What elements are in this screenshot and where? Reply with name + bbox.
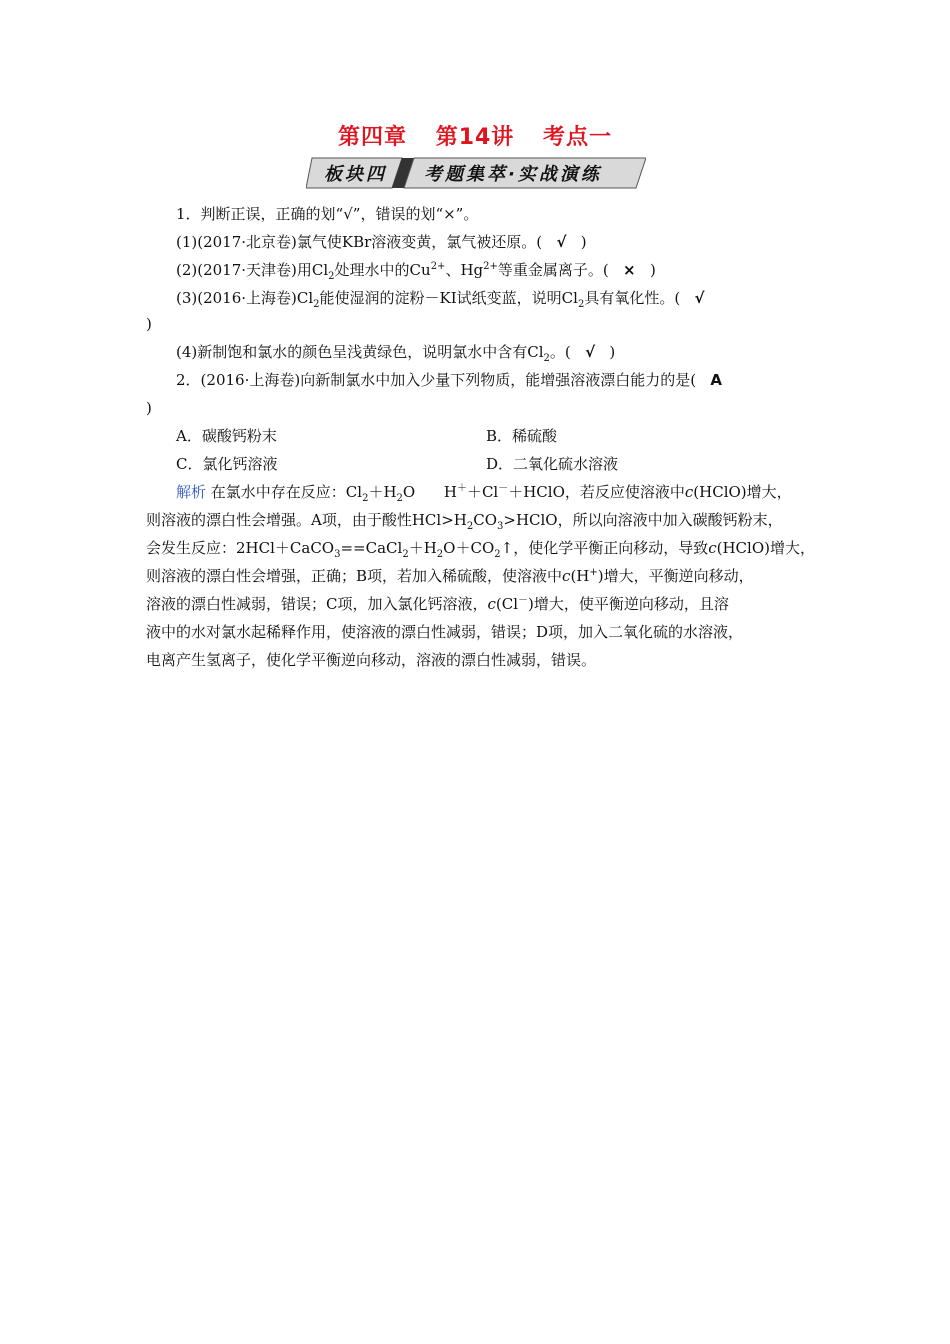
analysis-line-4: 则溶液的漂白性会增强，正确；B项，若加入稀硫酸，使溶液中c(H+)增大，平衡逆向移动， xyxy=(146,567,754,585)
q2-option-c: C．氯化钙溶液 xyxy=(176,455,278,473)
q1-item-1: (1)(2017·北京卷)氯气使KBr溶液变黄，氯气被还原。( √ ) xyxy=(176,233,587,251)
analysis-line-3: 会发生反应：$2HCl+CaCO_3==CaCl_2+H_2O+CO_2↑$，使化学平衡正向移动，导致c(HClO)增大， xyxy=(146,539,815,560)
analysis-line-2: 则溶液的漂白性会增强。A项，由于酸性$HCl>H_2CO_3>HClO$，所以向溶液中加入碳酸钙粉末， xyxy=(146,511,783,532)
lecture-title: 第14讲 xyxy=(435,125,515,150)
answer-mark: √ xyxy=(556,233,567,251)
analysis-label: 解析 xyxy=(176,483,207,501)
q1-item-4: (4)新制饱和氯水的颜色呈浅黄绿色，说明氯水中含有$Cl_2$。( √ ) xyxy=(176,343,616,364)
q2-option-b: B．稀硫酸 xyxy=(486,427,558,445)
q1-item-3: (3)(2016·上海卷)$Cl_2$能使湿润的淀粉－KI试纸变蓝，说明$Cl_2$具有氧化性。( √ xyxy=(176,289,705,310)
section-banner xyxy=(306,156,646,190)
answer-mark: √ xyxy=(694,289,705,307)
chapter-title: 第四章 xyxy=(338,125,408,150)
q2-stem: 2．(2016·上海卷)向新制氯水中加入少量下列物质，能增强溶液漂白能力的是( A xyxy=(176,371,722,389)
q1-item-3-close: ) xyxy=(146,315,152,333)
banner-left-label: 板块四 xyxy=(324,164,387,185)
analysis-line-6: 液中的水对氯水起稀释作用，使溶液的漂白性减弱，错误；D项，加入二氧化硫的水溶液， xyxy=(146,623,744,641)
q1-stem: 1．判断正误，正确的划“√”，错误的划“×”。 xyxy=(176,205,479,223)
banner-right-label: 考题集萃·实战演练 xyxy=(424,164,602,185)
answer-mark: × xyxy=(623,261,636,279)
page-title xyxy=(0,120,950,151)
analysis-line-5: 溶液的漂白性减弱，错误；C项，加入氯化钙溶液，c(Cl－)增大，使平衡逆向移动，且溶 xyxy=(146,595,729,613)
analysis-line-1: 解析 在氯水中存在反应：$Cl_2+H_2O$ H＋＋Cl－＋HClO，若反应使溶液中c(HClO)增大， xyxy=(176,483,792,504)
point-title: 考点一 xyxy=(542,125,612,150)
q2-option-d: D．二氧化硫水溶液 xyxy=(486,455,619,473)
q2-stem-close: ) xyxy=(146,399,152,417)
q2-answer: A xyxy=(710,371,722,389)
q1-item-2: (2)(2017·天津卷)用$Cl_2$处理水中的$Cu^{2+}$、$Hg^{2+}$等重金属离子。( × ) xyxy=(176,261,656,282)
analysis-line-7: 电离产生氢离子，使化学平衡逆向移动，溶液的漂白性减弱，错误。 xyxy=(146,651,597,669)
q2-option-a: A．碳酸钙粉末 xyxy=(176,427,277,445)
answer-mark: √ xyxy=(585,343,596,361)
